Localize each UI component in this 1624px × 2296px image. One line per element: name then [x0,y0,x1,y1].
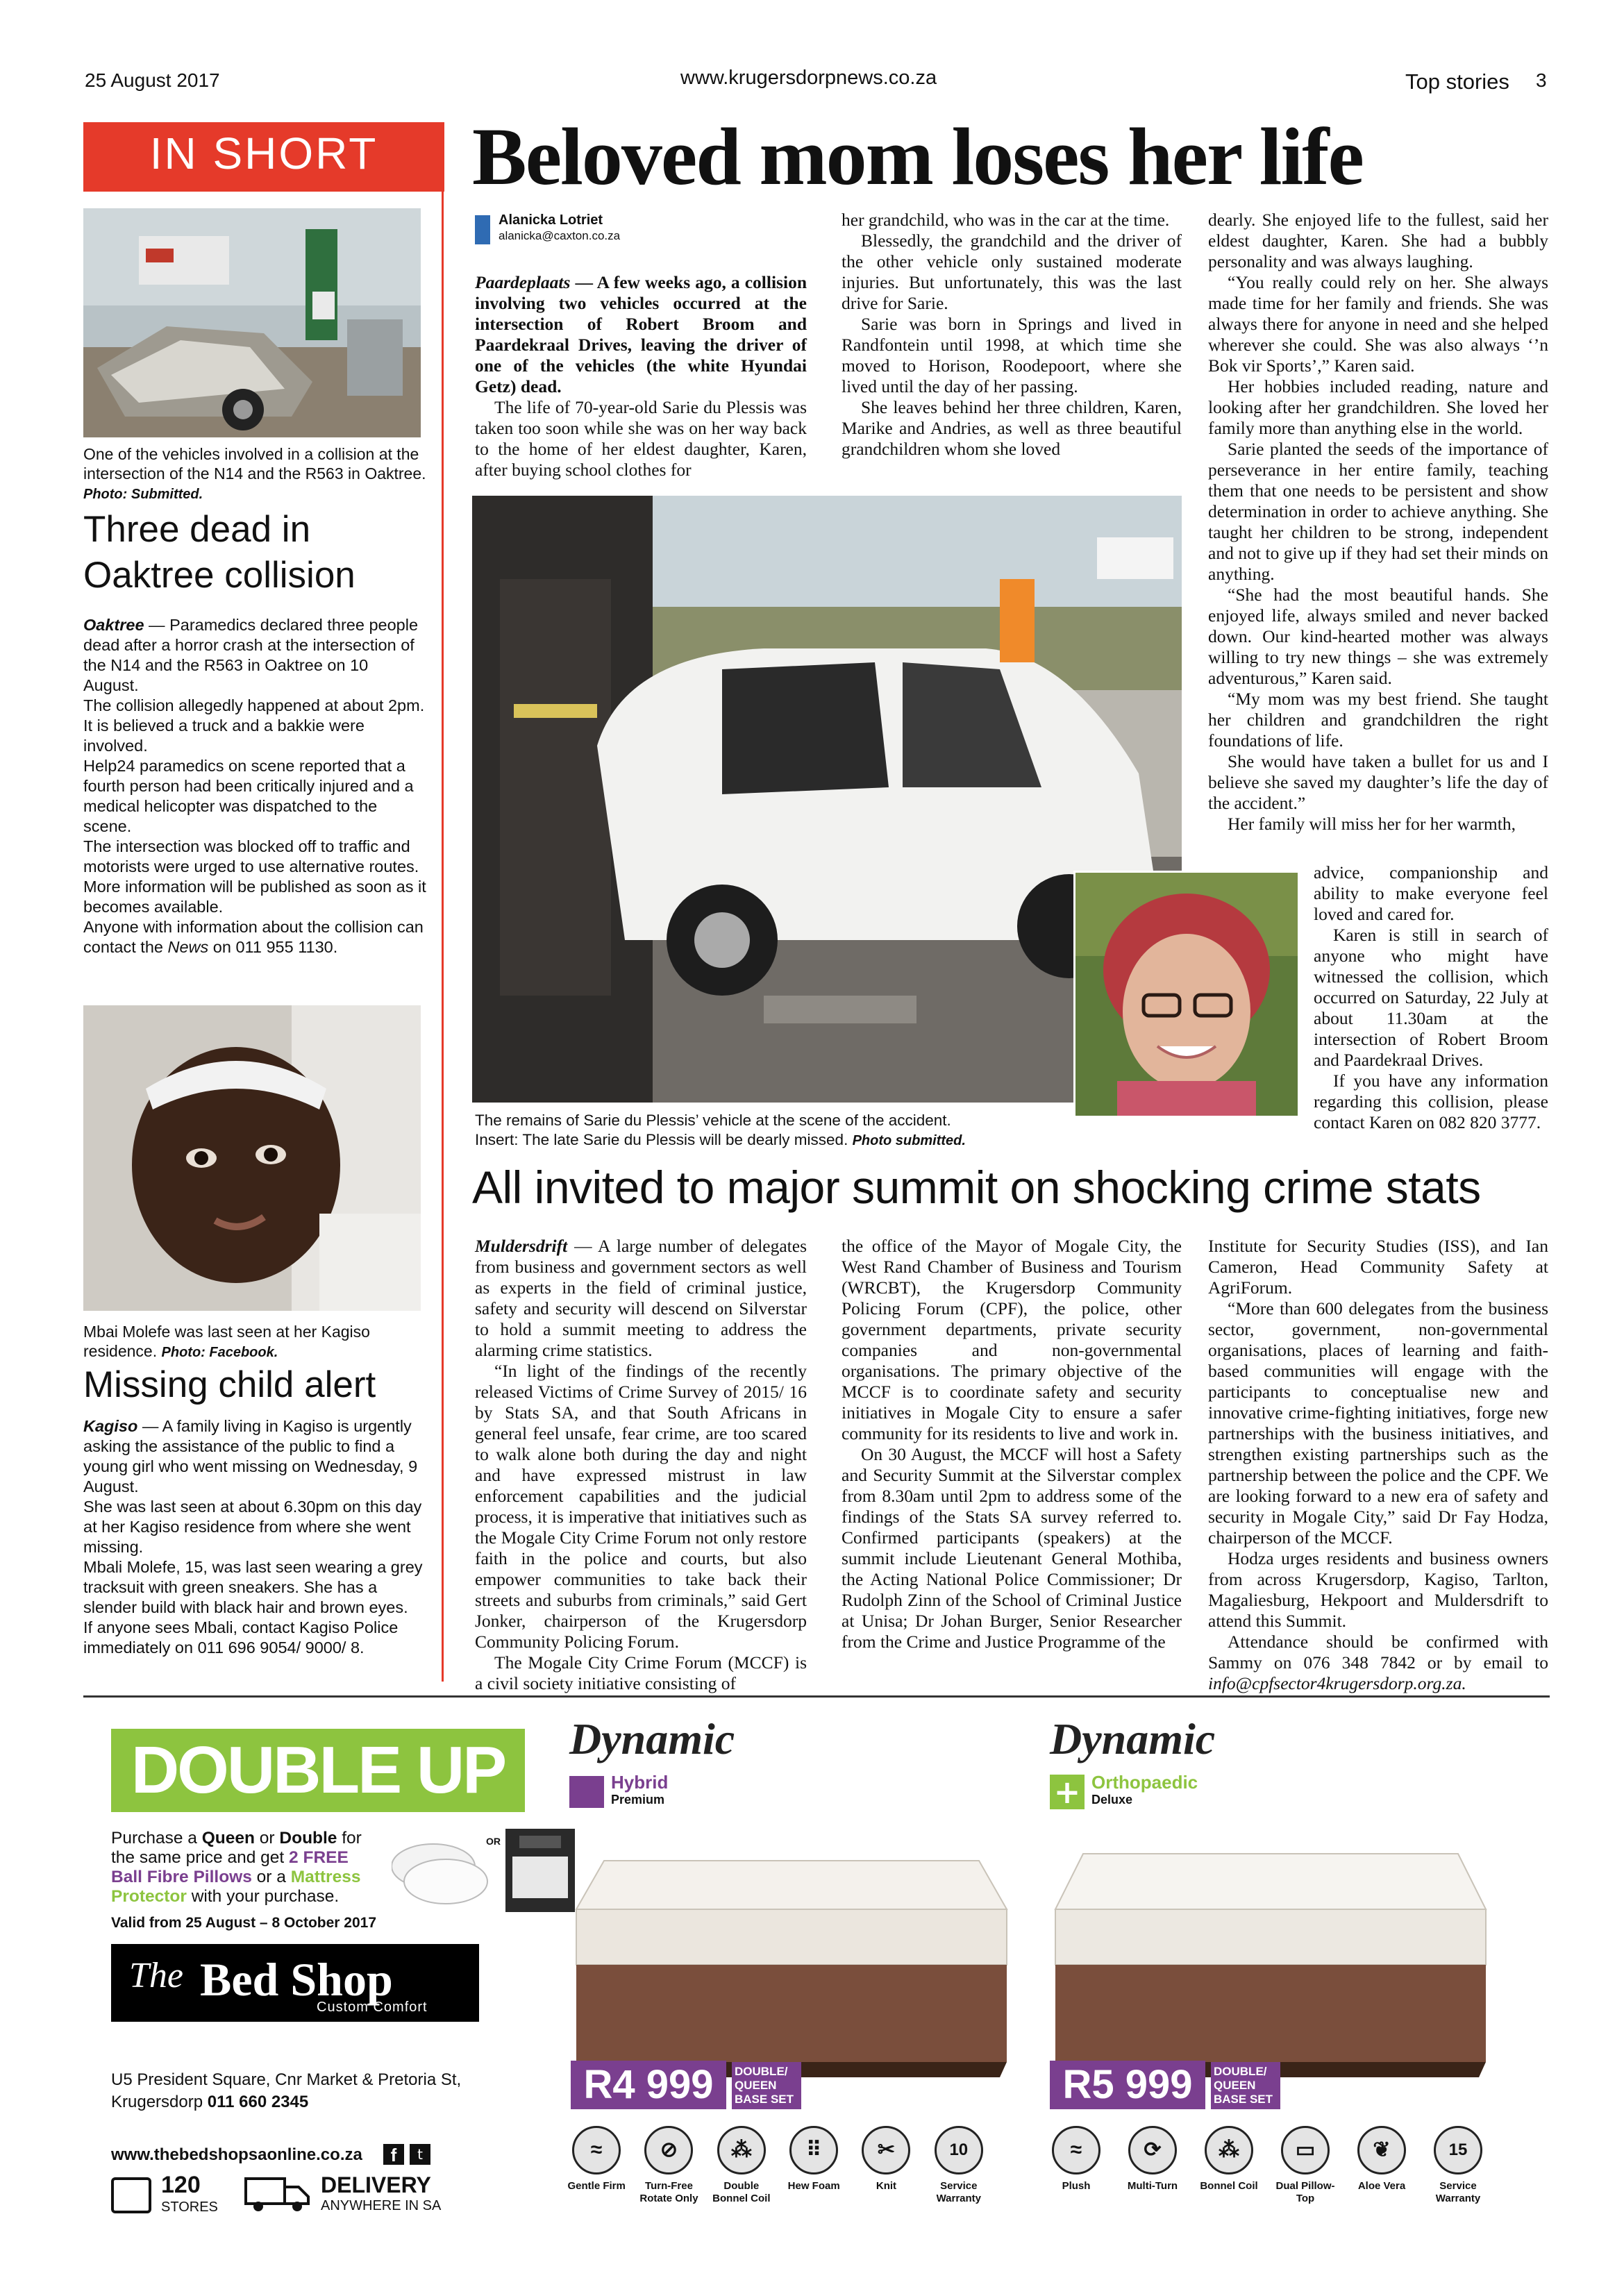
warranty-badge-icon: 10 [935,2126,983,2175]
page-date: 25 August 2017 [85,69,220,91]
page-number: 3 [1536,69,1547,91]
wave-icon: ≈ [572,2126,621,2175]
oaktree-story-body: Oaktree — Paramedics declared three people dead after a horror crash at the intersection of the N14 and the R563 in Oaktree on 10 August. The collision allegedly happened at about 2pm. It is believed a truck and a bakkie were involved. Help24 paramedics on scene reported that a fourth person had been critically injured and a medical helicopter was dispatched to the scene. The intersection was blocked off to traffic and motorists were urged to use alternative routes. More information will be published as soon as it becomes available. Anyone with information about the collision can contact the News on 011 955 1130. [83,616,426,956]
pillows-image [392,1838,489,1908]
missing-child-headline: Missing child alert [83,1364,376,1405]
bed-shop-logo[interactable] [111,1944,479,2022]
bedshop-website[interactable]: www.thebedshopsaonline.co.za [111,2145,362,2164]
product2-grade: Deluxe [1091,1793,1133,1807]
rotate-icon: ⟳ [1128,2126,1177,2175]
oaktree-headline-line1: Three dead in [83,509,311,550]
product2-size: DOUBLE/ QUEEN BASE SET [1211,2062,1280,2109]
coil-icon: ⁂ [717,2126,766,2175]
twitter-icon[interactable]: t [410,2144,430,2165]
product1-brand: Dynamic [569,1714,735,1763]
missing-child-caption: Mbai Molefe was last seen at her Kagiso residence. Photo: Facebook. [83,1323,370,1360]
delivery-sub: ANYWHERE IN SA [321,2198,442,2213]
summit-headline: All invited to major summit on shocking crime stats [472,1162,1481,1213]
aloe-leaf-icon: ❦ [1357,2126,1406,2175]
warranty-badge-icon: 15 [1434,2126,1482,2175]
summit-col1: Muldersdrift — A large number of delegates from business and government sectors as well as experts in the field of criminal justice, safety and security will descend on Silverstar to hold a summit meeting to address the alarming crime statistics. “In light of the findings of the recently released Victims of Crime Survey of 2015/ 16 by Stats SA, and that South Africans in general feel unsafe, fear crime, are too scared to walk alone both during the day and night and have expressed mistrust in law enforcement capabilities and the judicial process, it is imperative that initiatives such as the Mogale City Crime Forum not only restore faith in the police and courts, but also empower communities to take back their streets and suburbs from criminals,” said Gert Jonker, chairperson of the Krugersdorp Community Policing Forum. The Mogale City Crime Forum (MCCF) is a civil society initiative consisting of [475,1236,807,1693]
oaktree-headline-line2: Oaktree collision [83,555,355,596]
site-url[interactable]: www.krugersdorpnews.co.za [680,67,937,89]
feature-multi-turn: ⟳ Multi-Turn [1118,2126,1187,2205]
feature-double-bonnel: ⁂ Double Bonnel Coil [708,2126,776,2205]
sidebar-rule [442,192,444,1682]
product1-type: Hybrid [611,1772,669,1793]
feature-turn-free: ⊘ Turn-Free Rotate Only [635,2126,703,2205]
main-story-col3-wrap: advice, companionship and ability to make everyone feel loved and cared for. Karen is still in search of anyone who might have witnessed the collision, which occurred on Saturday, 22 July at about 11.30am at the intersection of Robert Broom and Paardekraal Drives. If you have any information regarding this collision, please contact Karen on 082 820 3777. [1314,862,1548,1132]
main-story-col3: dearly. She enjoyed life to the fullest, said her eldest daughter, Karen. She had a bubbly personality and was always laughing. “You really could rely on her. She always made time for her family and friends. She was always there for anyone in need and she helped wherever she could. She was also always ‘’n Bok vir Sports’,” Karen said. Her hobbies included reading, nature and looking after her grandchildren. She loved her family more than anything else in the world. Sarie planted the seeds of the importance of perseverance in her entire family, teaching them that one needs to be persistent and show determination in order to achieve anything. She taught her children to be strong, independent and not to give up if they had set their minds on anything. “She had the most beautiful hands. She enjoyed life, always smiled and never backed down. Our kind-hearted mother was always willing to try new things – she was extremely adventurous,” Karen said. “My mom was my best friend. She taught her children and grandchildren the right foundations of life. She would have taken a bullet for us and I believe she saved my daughter’s life the day of the accident.” Her family will miss her for her warmth, [1208,210,1548,834]
logo-tagline: Custom Comfort [317,2000,428,2015]
no-flip-icon: ⊘ [644,2126,693,2175]
wave-icon: ≈ [1052,2126,1100,2175]
or-label: OR [486,1836,501,1847]
store-address: U5 President Square, Cnr Market & Pretoria St, Krugersdorp 011 660 2345 [111,2070,462,2111]
hybrid-bed-icon [569,1776,604,1808]
product2-price: R5 999 [1050,2061,1205,2109]
feature-bonnel-coil: ⁂ Bonnel Coil [1194,2126,1264,2205]
feature-aloe-vera: ❦ Aloe Vera [1347,2126,1416,2205]
offer-text: Purchase a Queen or Double for the same price and get 2 FREE Ball Fibre Pillows or a Mattress Protector with your purchase. [111,1829,362,1906]
author-name: Alanicka Lotriet [499,212,603,228]
oaktree-photo-caption: One of the vehicles involved in a collision at the intersection of the N14 and the R563 in Oaktree. Photo: Submitted. [83,445,426,502]
summit-col3: Institute for Security Studies (ISS), and Ian Cameron, Head Community Safety at AgriForum. “More than 600 delegates from the business sector, government, non-governmental organisations, places of learning and faith-based communities will engage with the participants to conceptualise new and innovative crime-fighting initiatives, forge new partnerships with the business initiatives, and strengthen existing partnerships such as the partnership between the police and the CPF. We are looking forward to a new era of safety and security in Mogale City,” said Dr Fay Hodza, chairperson of the MCCF. Hodza urges residents and business owners from across Krugersdorp, Kagiso, Tarlton, Magaliesburg, Hekpoort and Muldersdrift to attend this Summit. Attendance should be confirmed with Sammy on 076 348 7842 or by email to info@cpfsector4krugersdorp.org.za. [1208,1236,1548,1693]
product2-type: Orthopaedic [1091,1772,1198,1793]
knit-icon: ✂ [862,2126,910,2175]
feature-plush: ≈ Plush [1041,2126,1111,2205]
facebook-icon[interactable]: f [383,2144,404,2165]
byline-marker [475,215,490,244]
missing-child-body: Kagiso — A family living in Kagiso is urgently asking the assistance of the public to find a young girl who went missing on Wednesday, 9 August. She was last seen at about 6.30pm on this day at her Kagiso residence from where she went missing. Mbali Molefe, 15, was last seen wearing a grey tracksuit with green sneakers. She has a slender build with black hair and brown eyes. If anyone sees Mbali, contact Kagiso Police immediately on 011 696 9054/ 9000/ 8. [83,1417,423,1657]
feature-warranty: 10 Service Warranty [925,2126,993,2205]
in-short-label: IN SHORT [149,128,378,178]
stores-icon [111,2177,151,2213]
advert-rule [83,1695,1550,1698]
ortho-plus-icon: + [1050,1775,1085,1809]
coil-icon: ⁂ [1205,2126,1253,2175]
delivery-label: DELIVERY [321,2172,431,2197]
pillow-top-icon: ▭ [1281,2126,1330,2175]
main-story-col1: Paardeplaats — A few weeks ago, a collision involving two vehicles occurred at the intersection of Robert Broom and Paardekraal Drives, leaving the driver of one of the vehicles (the white Hyundai Getz) dead. The life of 70-year-old Sarie du Plessis was taken too soon while she was on her way back to the home of her eldest daughter, Karen, after buying school clothes for [475,272,807,480]
feature-gentle-firm: ≈ Gentle Firm [562,2126,630,2205]
product1-features [562,2126,993,2205]
feature-warranty: 15 Service Warranty [1423,2126,1493,2205]
product1-size: DOUBLE/ QUEEN BASE SET [732,2062,801,2109]
feature-dual-pillow-top: ▭ Dual Pillow-Top [1271,2126,1340,2205]
sarie-portrait-insert [1073,871,1300,1118]
accident-photo-caption: The remains of Sarie du Plessis’ vehicle at the scene of the accident. Insert: The late Sarie du Plessis will be dearly missed. Photo submitted. [475,1112,966,1148]
delivery-truck-icon [243,2173,312,2218]
main-headline: Beloved mom loses her life [472,111,1363,202]
feature-hew-foam: ⠿ Hew Foam [780,2126,848,2205]
product1-price: R4 999 [571,2061,726,2109]
feature-knit: ✂ Knit [852,2126,920,2205]
double-up-banner: DOUBLE UP [111,1729,525,1812]
stores-label: STORES [161,2199,218,2215]
author-email[interactable]: alanicka@caxton.co.za [499,229,621,242]
main-story-col2: her grandchild, who was in the car at the time. Blessedly, the grandchild and the driver of the other vehicle only sustained moderate injuries. But unfortunately, this was the last drive for Sarie. Sarie was born in Springs and lived in Randfontein until 1998, at which time she moved to Horison, Roodepoort, where she lived until the day of her passing. She leaves behind her three children, Karen, Marike and Andries, as well as three beautiful grandchildren whom she loved [842,210,1182,459]
product2-brand: Dynamic [1050,1714,1216,1763]
section-label: Top stories [1405,69,1509,94]
hybrid-bed-image [562,1819,1021,2086]
logo-name: Bed Shop [200,1953,393,2006]
product1-grade: Premium [611,1793,665,1807]
product2-features [1041,2126,1514,2205]
ortho-bed-image [1041,1819,1500,2086]
logo-the: The [129,1956,183,1995]
missing-child-photo [83,1005,421,1311]
stores-count: 120 [161,2172,201,2198]
summit-col2: the office of the Mayor of Mogale City, the West Rand Chamber of Business and Tourism (WRCBT), the Krugersdorp Community Policing Forum (CPF), the police, other government departments, private security companies and non-governmental organisations. The primary objective of the MCCF is to coordinate safety and security initiatives in Mogale City to ensure a safer community for its residents to live and work in. On 30 August, the MCCF will host a Safety and Security Summit at the Silverstar complex from 8.30am until 2pm to address some of the findings of the Stats SA survey referred to. Confirmed participants (speakers) at the summit include Lieutenant General Mothiba, the Acting National Police Commissioner; Dr Rudolph Zinn of the School of Criminal Justice at Unisa; Dr Johan Burger, Senior Researcher from the Crime and Justice Programme of the [842,1236,1182,1652]
foam-icon: ⠿ [789,2126,838,2175]
oaktree-crash-photo [83,208,421,437]
valid-dates: Valid from 25 August – 8 October 2017 [111,1915,377,1931]
